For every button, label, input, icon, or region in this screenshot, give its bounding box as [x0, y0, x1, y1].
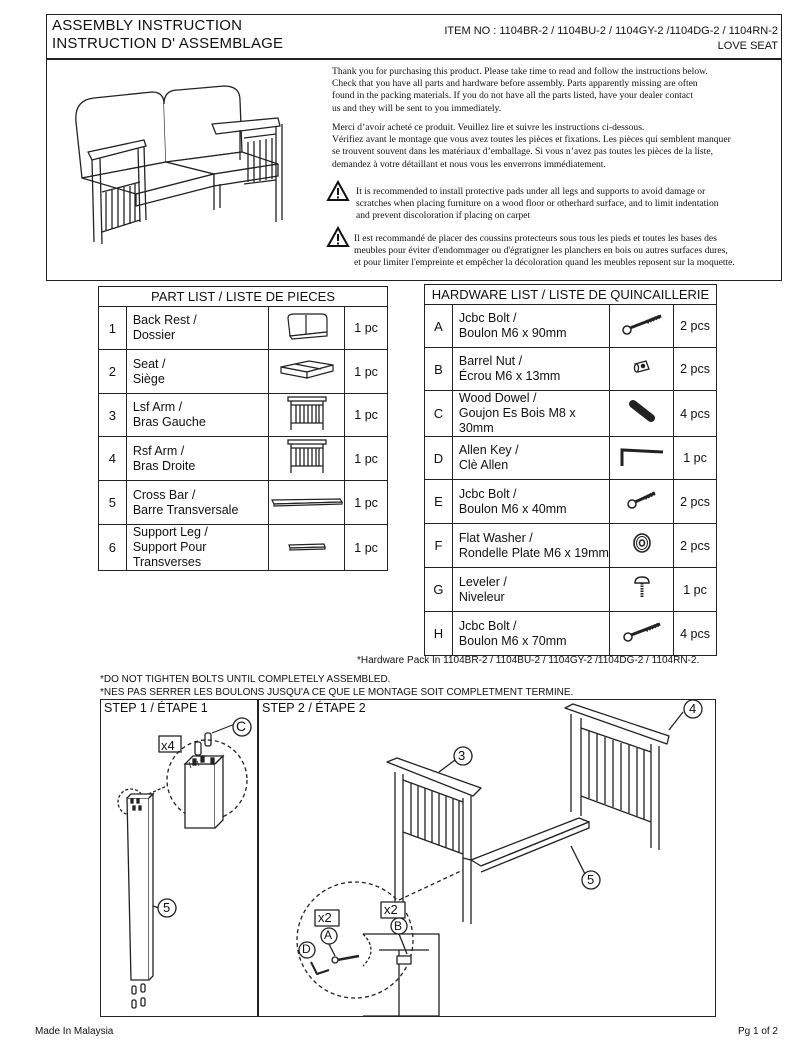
intro-line: Check that you have all parts and hardware before assembly. Parts apparently missing are often: [332, 78, 698, 90]
part-name-fr: Support Pour Transverses: [132, 540, 207, 569]
hardware-name-fr: Boulon M6 x 70mm: [458, 633, 567, 648]
hardware-name: [452, 305, 609, 348]
note-french: *NES PAS SERRER LES BOULONS JUSQU'A CE QUE LE MONTAGE SOIT COMPLETMENT TERMINE.: [100, 687, 574, 698]
hardware-name-fr: Niveleur: [458, 589, 505, 604]
warning-line: Il est recommandé de placer des coussins protecteurs sous tous les pieds et toutes les bases des: [354, 233, 717, 244]
title-english: ASSEMBLY INSTRUCTION: [52, 17, 243, 34]
title-french: INSTRUCTION D' ASSEMBLAGE: [52, 35, 284, 52]
intro-line: demandez à votre détaillant et nous vous les enverrons immédiatement.: [332, 158, 606, 170]
warning-line: and prevent discoloration if placing on carpet: [356, 210, 531, 222]
hardware-name-en: Jcbc Bolt /: [458, 618, 517, 633]
hardware-letter: F: [425, 524, 453, 568]
step2-title: STEP 2 / ÉTAPE 2: [262, 701, 366, 715]
hardware-letter: G: [425, 568, 453, 612]
part-list-title: PART LIST / LISTE DE PIECES: [99, 287, 388, 307]
step2-illustration: [259, 700, 715, 1016]
hardware-name: [452, 437, 609, 480]
part-number: 3: [99, 394, 127, 437]
part-row: [99, 481, 388, 525]
hardware-letter: A: [425, 305, 453, 348]
hardware-name-fr: Boulon M6 x 40mm: [458, 501, 567, 516]
step1-part-label: 5: [163, 900, 171, 915]
hardware-list-title: HARDWARE LIST / LISTE DE QUINCAILLERIE: [425, 285, 717, 305]
part-name-en: Seat /: [132, 356, 166, 371]
part-name: [126, 307, 268, 350]
back-rest-icon: [269, 307, 345, 350]
medium-bolt-icon: [610, 612, 674, 656]
hardware-quantity: 2 pcs: [674, 480, 717, 524]
seat-icon: [269, 350, 345, 394]
part-number: 4: [99, 437, 127, 481]
part-name-en: Back Rest /: [132, 313, 197, 327]
intro-line: se trouvent souvent dans les matériaux d’emballage. Si vous n’avez pas toutes les pièces de la liste,: [332, 146, 713, 158]
hardware-footnote: *Hardware Pack In 1104BR-2 / 1104BU-2 / 1104GY-2 /1104DG-2 / 1104RN-2.: [357, 655, 700, 666]
hardware-row: [425, 348, 717, 391]
hardware-list-table: [424, 284, 717, 656]
part-name-en: Rsf Arm /: [132, 443, 185, 458]
item-number: ITEM NO : 1104BR-2 / 1104BU-2 / 1104GY-2 /1104DG-2 / 1104RN-2: [444, 25, 778, 37]
warning-line: et pour limiter l'empreinte et empêcher la décoloration quand les meubles reposent sur la moquette.: [354, 257, 735, 269]
part-quantity: 1 pc: [345, 394, 388, 437]
intro-english: [332, 66, 772, 115]
hardware-name-fr: Écrou M6 x 13mm: [458, 369, 561, 383]
long-bolt-icon: [610, 305, 674, 348]
note-english: *DO NOT TIGHTEN BOLTS UNTIL COMPLETELY ASSEMBLED.: [100, 674, 391, 685]
hardware-quantity: 4 pcs: [674, 612, 717, 656]
step2-bolt-quantity: x2: [318, 910, 332, 925]
part-number: 5: [99, 481, 127, 525]
step1-title: STEP 1 / ÉTAPE 1: [104, 701, 208, 715]
part-name-fr: Dossier: [132, 328, 176, 342]
hardware-row: [425, 437, 717, 480]
part-name-fr: Bras Droite: [132, 458, 196, 473]
part-name: [126, 481, 268, 525]
hardware-letter: E: [425, 480, 453, 524]
made-in-label: Made In Malaysia: [35, 1026, 114, 1037]
hardware-row: [425, 480, 717, 524]
part-name-en: Lsf Arm /: [132, 400, 183, 414]
hardware-name: [452, 568, 609, 612]
left-arm-icon: [269, 394, 345, 437]
part-quantity: 1 pc: [345, 525, 388, 571]
part-name-en: Cross Bar /: [132, 487, 196, 502]
warning-icon: [326, 180, 350, 202]
wood-dowel-icon: [610, 391, 674, 437]
intro-line: Thank you for purchasing this product. Please take time to read and follow the instructions below.: [332, 66, 708, 77]
hardware-row: [425, 612, 717, 656]
warning-english: [356, 186, 776, 223]
hardware-name: [452, 524, 609, 568]
intro-french: [332, 122, 772, 171]
hardware-name: [452, 480, 609, 524]
hardware-name-fr: Goujon Es Bois M8 x 30mm: [458, 406, 576, 435]
part-list-table: [98, 286, 388, 571]
cross-bar-icon: [269, 481, 345, 525]
step2-bolt-label: A: [324, 928, 333, 942]
part-number: 1: [99, 307, 127, 350]
hardware-quantity: 2 pcs: [674, 305, 717, 348]
hardware-name-fr: Boulon M6 x 90mm: [458, 326, 567, 340]
part-name: [126, 394, 268, 437]
product-name: LOVE SEAT: [717, 40, 778, 52]
part-name: [126, 350, 268, 394]
part-row: [99, 394, 388, 437]
leveler-icon: [610, 568, 674, 612]
barrel-nut-icon: [610, 348, 674, 391]
support-leg-icon: [269, 525, 345, 571]
hardware-letter: H: [425, 612, 453, 656]
part-name-fr: Bras Gauche: [132, 415, 206, 429]
hardware-name: [452, 391, 609, 437]
intro-line: us and they will be sent to you immediately.: [332, 102, 502, 114]
hardware-name-en: Barrel Nut /: [458, 354, 523, 368]
part-quantity: 1 pc: [345, 307, 388, 350]
part-row: [99, 307, 388, 350]
intro-line: Vérifiez avant le montage que vous avez toutes les pièces et fixations. Les pièces qui semblent manquer: [332, 134, 731, 146]
step2-key-label: D: [302, 942, 311, 956]
hardware-name-en: Wood Dowel /: [458, 391, 537, 405]
part-number: 6: [99, 525, 127, 571]
step2-nut-quantity: x2: [384, 902, 398, 917]
part-quantity: 1 pc: [345, 437, 388, 481]
part-row: [99, 437, 388, 481]
part-quantity: 1 pc: [345, 481, 388, 525]
hardware-name-en: Flat Washer /: [458, 530, 533, 545]
warning-line: It is recommended to install protective pads under all legs and supports to avoid damage or: [356, 186, 706, 197]
part-number: 2: [99, 350, 127, 394]
part-row: [99, 525, 388, 571]
hardware-quantity: 1 pc: [674, 568, 717, 612]
short-bolt-icon: [610, 480, 674, 524]
hardware-name-en: Jcbc Bolt /: [458, 486, 517, 501]
hardware-row: [425, 568, 717, 612]
right-arm-icon: [269, 437, 345, 481]
hardware-row: [425, 524, 717, 568]
intro-line: found in the packing materials. If you do not have all the parts listed, have your dealer contact: [332, 90, 693, 102]
hardware-letter: B: [425, 348, 453, 391]
step2-part-label-3: 3: [458, 748, 466, 763]
step1-illustration: [101, 716, 257, 1016]
hardware-name-en: Leveler /: [458, 574, 507, 589]
hardware-row: [425, 391, 717, 437]
intro-line: Merci d’avoir acheté ce produit. Veuillez lire et suivre les instructions ci-dessous.: [332, 122, 645, 133]
hardware-letter: D: [425, 437, 453, 480]
step2-part-label-4: 4: [689, 701, 697, 716]
warning-french: [354, 233, 778, 270]
hardware-quantity: 4 pcs: [674, 391, 717, 437]
part-name: [126, 437, 268, 481]
hardware-name: [452, 612, 609, 656]
hardware-quantity: 2 pcs: [674, 348, 717, 391]
part-row: [99, 350, 388, 394]
warning-line: scratches when placing furniture on a wood floor or otherhard surface, and to limit indentation: [356, 198, 719, 210]
hardware-quantity: 1 pc: [674, 437, 717, 480]
washer-icon: [610, 524, 674, 568]
hardware-quantity: 2 pcs: [674, 524, 717, 568]
allen-key-icon: [610, 437, 674, 480]
hardware-letter: C: [425, 391, 453, 437]
step2-part-label-5: 5: [587, 872, 595, 887]
hardware-row: [425, 305, 717, 348]
part-name-fr: Barre Transversale: [132, 502, 239, 517]
hardware-name-fr: Rondelle Plate M6 x 19mm: [458, 545, 609, 560]
love-seat-illustration: [64, 82, 304, 262]
part-name-fr: Siège: [132, 371, 165, 386]
part-name: [126, 525, 268, 571]
warning-icon: [326, 226, 350, 248]
part-quantity: 1 pc: [345, 350, 388, 394]
part-name-en: Support Leg /: [132, 525, 208, 539]
hardware-name-fr: Clè Allen: [458, 458, 509, 472]
step1-hardware-label: C: [236, 718, 247, 734]
hardware-name-en: Allen Key /: [458, 443, 519, 457]
warning-line: meubles pour éviter d'endommager ou d'égratigner les planchers en bois ou autres surfaces dures,: [354, 245, 728, 257]
step2-nut-label: B: [394, 919, 403, 933]
step1-quantity-label: x4: [161, 738, 175, 753]
page-number: Pg 1 of 2: [737, 1026, 778, 1037]
hardware-name: [452, 348, 609, 391]
hardware-name-en: Jcbc Bolt /: [458, 311, 517, 325]
